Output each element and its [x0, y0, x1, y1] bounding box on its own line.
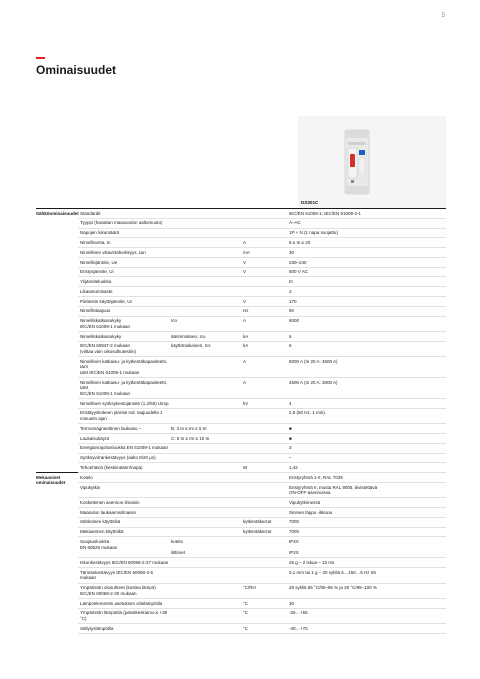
spec-unit: A [241, 378, 287, 399]
spec-row [36, 267, 446, 277]
spec-value: 3 [287, 443, 446, 453]
spec-unit [241, 568, 287, 583]
spec-unit: kytkentäkerrat [241, 517, 287, 527]
spec-unit: V [241, 267, 287, 277]
spec-label: Tyyppi (havaitun maavuodon aaltomuoto) [78, 218, 171, 228]
spec-value: 6 [287, 341, 446, 356]
spec-unit: °C/RH [241, 583, 287, 598]
spec-unit [241, 287, 287, 297]
spec-unit: Hz [241, 306, 287, 316]
spec-sublabel [171, 558, 241, 568]
spec-unit: W [241, 463, 287, 473]
spec-label: Tärinänkestävyys IEC/EN 60068-2-6 mukaan [78, 568, 171, 583]
spec-sublabel [171, 238, 241, 248]
spec-value: 30 [287, 598, 446, 608]
spec-unit [241, 473, 287, 483]
spec-sublabel [171, 517, 241, 527]
spec-value: Eristyryhmä 1-II, RAL 7035 [287, 473, 446, 483]
spec-row [36, 583, 446, 598]
spec-value: Eristyryhmä II, musta RAL 9005, tiivistettävä ON-OFF-asennoissa [287, 482, 446, 497]
page-number: 5 [441, 13, 445, 19]
page-title: Ominaisuudet [36, 63, 117, 77]
spec-value: -25…+55 [287, 608, 446, 623]
spec-row [36, 287, 446, 297]
spec-row [36, 378, 446, 399]
spec-unit [241, 228, 287, 238]
spec-label: Koskettimen asennon ilmaisin [78, 498, 171, 508]
spec-value: 6000 [287, 316, 446, 331]
spec-sublabel [171, 267, 241, 277]
spec-label: Eristäyyskokeen jännite ind. taajuudella 1 minuutin ajan [78, 408, 171, 423]
spec-label: Lämpöelementin asetuksen viitelämpötila [78, 598, 171, 608]
spec-unit: kA [241, 331, 287, 341]
spec-row [36, 316, 446, 331]
spec-unit: kA [241, 341, 287, 356]
spec-value: Sininen läppu -ikkuna [287, 508, 446, 518]
spec-value: IP4X IP2X [287, 537, 446, 558]
spec-label: Iskunkestävyys IEC/EN 60068-2-27 mukaan [78, 558, 171, 568]
spec-sublabel [171, 624, 241, 634]
section-category: Mekaaniset ominaisuudet [36, 473, 78, 634]
circuit-breaker-image [344, 128, 370, 196]
spec-label: Eristysjännite, Ui [78, 267, 171, 277]
spec-unit [241, 424, 287, 434]
spec-sublabel [171, 257, 241, 267]
spec-sublabel [171, 408, 241, 423]
spec-row [36, 473, 446, 483]
spec-unit: V [241, 297, 287, 307]
spec-sublabel [171, 218, 241, 228]
spec-unit [241, 453, 287, 463]
spec-row [36, 306, 446, 316]
spec-row [36, 527, 446, 537]
spec-row [36, 608, 446, 623]
spec-row [36, 228, 446, 238]
spec-value: Vipukytkimessä [287, 498, 446, 508]
spec-label: Ympäristön olosuhteet (kostea lämpö) IEC/EN 60068-2-30 mukaan [78, 583, 171, 598]
spec-row [36, 434, 446, 444]
spec-value: ■ [287, 424, 446, 434]
spec-sublabel [171, 453, 241, 463]
spec-sublabel [171, 277, 241, 287]
spec-unit [241, 482, 287, 497]
specifications-table [36, 209, 446, 634]
spec-sublabel [171, 608, 241, 623]
spec-row [36, 238, 446, 248]
spec-unit [241, 498, 287, 508]
spec-value: III [287, 277, 446, 287]
spec-row [36, 341, 446, 356]
spec-value: 170 [287, 297, 446, 307]
spec-sublabel [171, 583, 241, 598]
spec-sublabel [171, 399, 241, 409]
spec-label: Energianrajoitusluokka EN 61009-1 mukaan [78, 443, 171, 453]
spec-unit [241, 443, 287, 453]
spec-sublabel [171, 527, 241, 537]
spec-label: Termomagneettinen laukaisu – [78, 424, 171, 434]
spec-label: Syöksyvirrankestävyys (aalto 8/20 μs) [78, 453, 171, 463]
spec-sublabel [171, 228, 241, 238]
spec-label: Nimellinen vikavirtaherkkyys, IΔn [78, 248, 171, 258]
spec-label: Mekaaninen käyttöikä [78, 527, 171, 537]
spec-value: 30 [287, 248, 446, 258]
spec-row [36, 498, 446, 508]
spec-row [36, 508, 446, 518]
spec-row [36, 517, 446, 527]
spec-label: Vipukytkin [78, 482, 171, 497]
spec-value: 4500 A (In 20 A: 3000 A) [287, 378, 446, 399]
spec-value: ■ [287, 434, 446, 444]
spec-unit [241, 277, 287, 287]
spec-value: 1,42 [287, 463, 446, 473]
spec-unit: A [241, 316, 287, 331]
spec-sublabel: kotelo liittimet [171, 537, 241, 558]
spec-row [36, 537, 446, 558]
spec-unit: °C [241, 598, 287, 608]
spec-label: Nimellisjännite, Ue [78, 257, 171, 267]
spec-row [36, 357, 446, 378]
spec-label: Nimellistaajuus [78, 306, 171, 316]
spec-value: 2,5 (50 Hz, 1 min). [287, 408, 446, 423]
spec-unit: kytkentäkerrat [241, 527, 287, 537]
spec-unit [241, 408, 287, 423]
spec-sublabel [171, 482, 241, 497]
spec-sublabel [171, 248, 241, 258]
spec-value: 230–240 [287, 257, 446, 267]
spec-row [36, 558, 446, 568]
spec-sublabel [171, 508, 241, 518]
spec-label: Nimellinen katkaisu- ja kytkentäkapasiteetti, IΔM IEC/EN 61009-1 mukaan [78, 378, 171, 399]
section-category: Sähköominaisuudet [36, 210, 79, 216]
spec-label: Sähköinen käyttöikä [78, 517, 171, 527]
spec-sublabel [171, 473, 241, 483]
spec-sublabel: C: 5 In ≤ Im ≤ 10 In [171, 434, 241, 444]
spec-value: 4 [287, 399, 446, 409]
spec-sublabel: B: 3 In ≤ Im ≤ 5 In [171, 424, 241, 434]
spec-value: 1P + N (1 napa suojattu) [287, 228, 446, 238]
spec-sublabel [171, 498, 241, 508]
spec-row [36, 218, 446, 228]
spec-label: Nimellisvirta, In [78, 238, 171, 248]
spec-row [36, 248, 446, 258]
spec-label: Ylijänniteluokka [78, 277, 171, 287]
spec-label: Säilytyslämpötila [78, 624, 171, 634]
spec-row [36, 277, 446, 287]
spec-label: Laukaisukäyrä [78, 434, 171, 444]
spec-row [36, 331, 446, 341]
spec-value: 0,1 mm tai 1 g – 20 sykliä 5…150…5 Hz IIä [287, 568, 446, 583]
spec-row [36, 598, 446, 608]
spec-row [36, 568, 446, 583]
spec-row [36, 424, 446, 434]
spec-value: A–AC [287, 218, 446, 228]
spec-sublabel: käyttönaikainen, Ics [171, 341, 241, 356]
spec-row [36, 209, 446, 218]
spec-row [36, 443, 446, 453]
spec-label: Nimelliskatkaisukyky [78, 331, 171, 341]
spec-row [36, 482, 446, 497]
spec-unit: V [241, 257, 287, 267]
spec-label: Ympäristön lämpötila (päiväkeskiarvo ≤ +35 °C) [78, 608, 171, 623]
spec-unit [241, 218, 287, 228]
spec-label: Tehonhäviö (keskimäärin/napa) [78, 463, 171, 473]
spec-sublabel [171, 287, 241, 297]
spec-unit: °C [241, 624, 287, 634]
spec-sublabel: äärimmäinen, Icu [171, 331, 241, 341]
spec-row [36, 624, 446, 634]
spec-label: Likaantumisaste [78, 287, 171, 297]
spec-sublabel [171, 209, 241, 218]
spec-row [36, 408, 446, 423]
spec-unit: kV [241, 399, 287, 409]
spec-row [36, 297, 446, 307]
spec-label: Piiritestin käyttöjännite, Ut [78, 297, 171, 307]
product-image-panel [298, 116, 446, 208]
spec-label: Nimellinen syöksykestojännite (1,2/50) Uimp [78, 399, 171, 409]
spec-value: 6 ≤ In ≤ 20 [287, 238, 446, 248]
spec-label: Maasulun laukaamisilmaisin [78, 508, 171, 518]
spec-label: Nimelliskatkaisukyky IEC/EN 61009-1 mukaan [78, 316, 171, 331]
spec-value: – [287, 453, 446, 463]
spec-value: -40…+70 [287, 624, 446, 634]
spec-sublabel [171, 443, 241, 453]
spec-row [36, 257, 446, 267]
spec-sublabel [171, 598, 241, 608]
spec-row [36, 463, 446, 473]
spec-label: Napojen lukumäärä [78, 228, 171, 238]
product-code: DS301C [301, 200, 319, 205]
spec-value: 6 [287, 331, 446, 341]
spec-sublabel [171, 378, 241, 399]
spec-value: 28 sykliä 55 °C/90–96 % ja 25 °C/95–100 % [287, 583, 446, 598]
spec-label: Standardit [78, 209, 171, 218]
spec-sublabel [171, 297, 241, 307]
spec-sublabel [171, 357, 241, 378]
spec-label: Nimellinen katkaisu- ja kytkentäkapasiteetti, IΔm IΔM IEC/EN 61009-1 mukaan [78, 357, 171, 378]
spec-unit [241, 209, 287, 218]
spec-value: IEC/EN 61009-1; IEC/EN 61009-2-1 [287, 209, 446, 218]
spec-unit [241, 434, 287, 444]
spec-value: 25 g – 2 iskua – 13 ms [287, 558, 446, 568]
spec-sublabel [171, 568, 241, 583]
spec-label: IEC/EN 60947-2 mukaan (viittaa vain oikosulkutestiin) [78, 341, 171, 356]
spec-value: 6000 A (In 20 A: 4500 A) [287, 357, 446, 378]
spec-unit [241, 537, 287, 558]
spec-value: 2 [287, 287, 446, 297]
spec-value: 500 V AC [287, 267, 446, 277]
spec-sublabel [171, 463, 241, 473]
spec-unit [241, 558, 287, 568]
spec-unit: °C [241, 608, 287, 623]
spec-sublabel: Icn [171, 316, 241, 331]
accent-bar [36, 57, 45, 59]
spec-value: 7000 [287, 517, 446, 527]
spec-value: 7000 [287, 527, 446, 537]
spec-row [36, 453, 446, 463]
spec-unit: A [241, 357, 287, 378]
spec-unit: mA [241, 248, 287, 258]
spec-label: Suojausluokka EN 60529 mukaan [78, 537, 171, 558]
spec-value: 50 [287, 306, 446, 316]
spec-label: Kotelo [78, 473, 171, 483]
spec-unit: A [241, 238, 287, 248]
spec-unit [241, 508, 287, 518]
spec-sublabel [171, 306, 241, 316]
spec-row [36, 399, 446, 409]
